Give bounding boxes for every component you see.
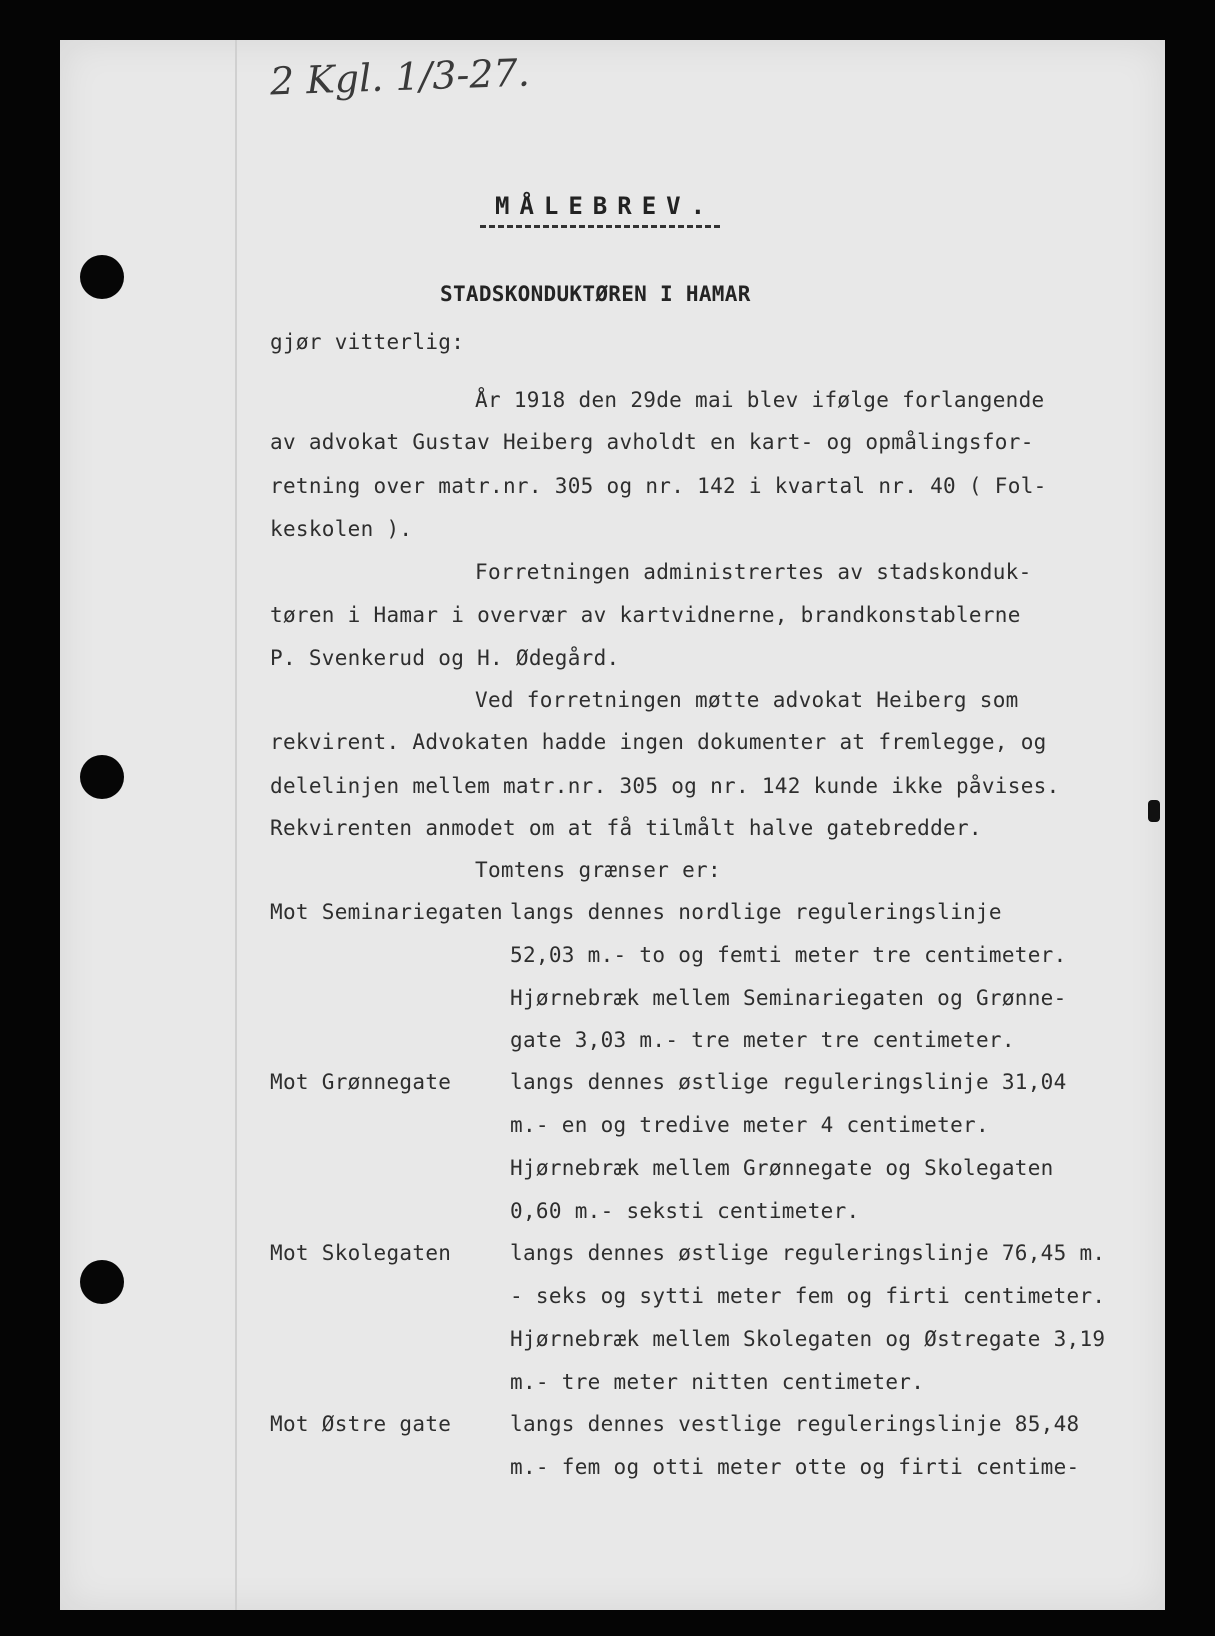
boundary-line: m.- tre meter nitten centimeter. bbox=[510, 1370, 925, 1394]
boundary-line: gate 3,03 m.- tre meter tre centimeter. bbox=[510, 1028, 1015, 1052]
title-underline bbox=[480, 225, 720, 228]
boundary-line: 52,03 m.- to og femti meter tre centimeter. bbox=[510, 943, 1067, 967]
edge-clip-mark bbox=[1148, 800, 1160, 822]
body-line: P. Svenkerud og H. Ødegård. bbox=[270, 646, 620, 670]
body-line: Rekvirenten anmodet om at få tilmålt halve gatebredder. bbox=[270, 816, 982, 840]
boundary-line: m.- fem og otti meter otte og firti centime- bbox=[510, 1455, 1080, 1479]
body-line: Tomtens grænser er: bbox=[475, 858, 721, 882]
body-line: delelinjen mellem matr.nr. 305 og nr. 142 kunde ikke påvises. bbox=[270, 774, 1060, 798]
body-line: av advokat Gustav Heiberg avholdt en kart- og opmålingsfor- bbox=[270, 430, 1034, 454]
body-line: retning over matr.nr. 305 og nr. 142 i kvartal nr. 40 ( Fol- bbox=[270, 474, 1047, 498]
body-line: gjør vitterlig: bbox=[270, 330, 465, 354]
margin-line bbox=[235, 40, 237, 1610]
boundary-label: Mot Østre gate bbox=[270, 1412, 452, 1436]
body-line: tøren i Hamar i overvær av kartvidnerne, brandkonstablerne bbox=[270, 603, 1021, 627]
boundary-line: Hjørnebræk mellem Seminariegaten og Grønne- bbox=[510, 986, 1067, 1010]
boundary-line: Hjørnebræk mellem Skolegaten og Østregate 3,19 bbox=[510, 1327, 1106, 1351]
body-line: År 1918 den 29de mai blev ifølge forlangende bbox=[475, 388, 1045, 412]
boundary-line: 0,60 m.- seksti centimeter. bbox=[510, 1199, 860, 1223]
punch-hole-icon bbox=[80, 255, 124, 299]
punch-hole-icon bbox=[80, 1260, 124, 1304]
body-line: keskolen ). bbox=[270, 517, 413, 541]
issuer-heading: STADSKONDUKTØREN I HAMAR bbox=[440, 282, 751, 306]
document-title: MÅLEBREV. bbox=[495, 192, 716, 220]
boundary-line: langs dennes vestlige reguleringslinje 85,48 bbox=[510, 1412, 1080, 1436]
boundary-line: m.- en og tredive meter 4 centimeter. bbox=[510, 1113, 989, 1137]
boundary-line: - seks og sytti meter fem og firti centimeter. bbox=[510, 1284, 1106, 1308]
boundary-label: Mot Skolegaten bbox=[270, 1241, 452, 1265]
body-line: Ved forretningen møtte advokat Heiberg som bbox=[475, 688, 1019, 712]
document-page bbox=[60, 40, 1165, 1610]
boundary-line: langs dennes østlige reguleringslinje 76,45 m. bbox=[510, 1241, 1106, 1265]
boundary-line: Hjørnebræk mellem Grønnegate og Skolegaten bbox=[510, 1156, 1054, 1180]
boundary-line: langs dennes nordlige reguleringslinje bbox=[510, 900, 1002, 924]
boundary-line: langs dennes østlige reguleringslinje 31,04 bbox=[510, 1070, 1067, 1094]
boundary-label: Mot Grønnegate bbox=[270, 1070, 452, 1094]
body-line: rekvirent. Advokaten hadde ingen dokumenter at fremlegge, og bbox=[270, 730, 1047, 754]
boundary-label: Mot Seminariegaten bbox=[270, 900, 503, 924]
punch-hole-icon bbox=[80, 755, 124, 799]
handwritten-note: 2 Kgl. 1/3-27. bbox=[269, 50, 531, 104]
body-line: Forretningen administrertes av stadskonduk- bbox=[475, 560, 1032, 584]
